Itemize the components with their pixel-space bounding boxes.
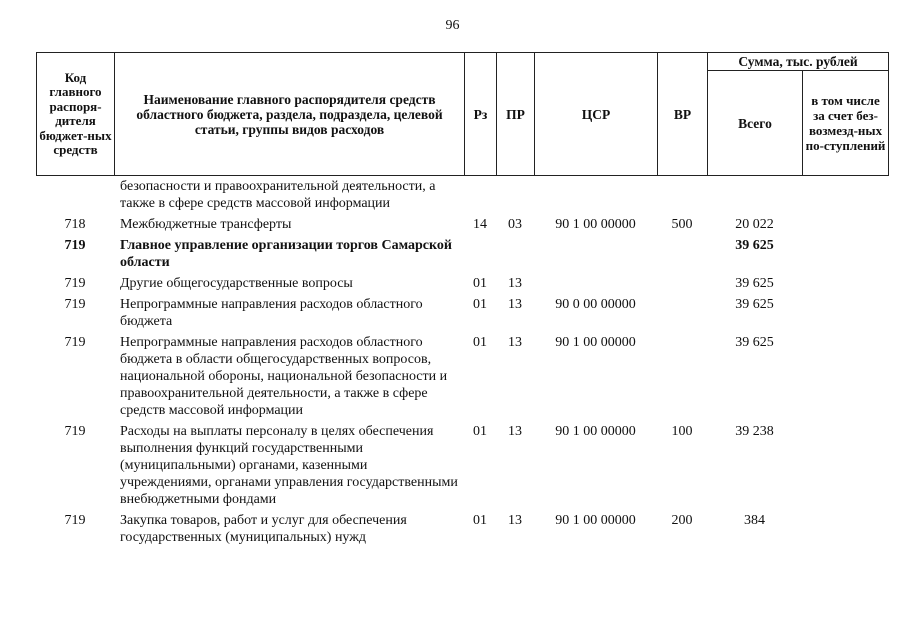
header-name: Наименование главного распорядителя средств областного бюджета, раздела, подраздела, целевой статьи, группы видов расходов xyxy=(115,53,465,176)
cell-code xyxy=(36,176,114,214)
table-row xyxy=(36,421,888,510)
cell-pr: 13 xyxy=(508,513,522,528)
cell-code: 719 xyxy=(64,276,86,291)
cell-code: 719 xyxy=(64,513,86,528)
table-row xyxy=(36,176,888,214)
cell-pr xyxy=(496,176,534,214)
cell-incl xyxy=(802,273,888,294)
cell-csr: 90 1 00 00000 xyxy=(555,335,636,350)
cell-csr xyxy=(534,235,657,273)
cell-name: Главное управление организации торгов Самарской области xyxy=(120,238,452,270)
table-row xyxy=(36,510,888,548)
header-csr: ЦСР xyxy=(535,53,658,176)
cell-rz: 01 xyxy=(473,513,487,528)
cell-incl xyxy=(802,294,888,332)
cell-total xyxy=(707,176,802,214)
cell-total: 39 238 xyxy=(735,424,774,439)
cell-pr: 13 xyxy=(508,276,522,291)
cell-pr: 13 xyxy=(508,297,522,312)
table-body xyxy=(36,176,888,548)
cell-pr xyxy=(496,235,534,273)
cell-rz: 14 xyxy=(473,217,487,232)
cell-incl xyxy=(802,235,888,273)
cell-csr xyxy=(534,273,657,294)
cell-total: 384 xyxy=(744,513,765,528)
cell-incl xyxy=(802,332,888,421)
cell-vr: 100 xyxy=(671,424,693,439)
cell-code: 719 xyxy=(64,297,86,312)
table-row xyxy=(36,235,888,273)
cell-csr xyxy=(534,176,657,214)
table-header xyxy=(36,52,889,176)
cell-pr: 13 xyxy=(508,424,522,439)
cell-rz xyxy=(464,235,496,273)
cell-vr xyxy=(657,332,707,421)
cell-name: Закупка товаров, работ и услуг для обеспечения государственных (муниципальных) нужд xyxy=(120,513,407,545)
cell-vr xyxy=(657,294,707,332)
cell-total: 20 022 xyxy=(735,217,774,232)
cell-incl xyxy=(802,176,888,214)
cell-incl xyxy=(802,214,888,235)
cell-csr: 90 1 00 00000 xyxy=(555,217,636,232)
cell-rz: 01 xyxy=(473,297,487,312)
cell-csr: 90 1 00 00000 xyxy=(555,513,636,528)
header-pr: ПР xyxy=(497,53,535,176)
cell-csr: 90 0 00 00000 xyxy=(555,297,636,312)
header-sum: Сумма, тыс. рублей xyxy=(708,53,889,71)
cell-pr: 03 xyxy=(508,217,522,232)
cell-incl xyxy=(802,421,888,510)
table-row xyxy=(36,294,888,332)
cell-total: 39 625 xyxy=(735,238,774,253)
cell-rz xyxy=(464,176,496,214)
cell-code: 719 xyxy=(64,238,86,253)
cell-name: Межбюджетные трансферты xyxy=(120,217,292,232)
cell-total: 39 625 xyxy=(735,335,774,350)
cell-rz: 01 xyxy=(473,335,487,350)
cell-total: 39 625 xyxy=(735,276,774,291)
cell-name: Непрограммные направления расходов областного бюджета xyxy=(120,297,423,329)
cell-vr xyxy=(657,176,707,214)
cell-name: безопасности и правоохранительной деятельности, а также в сфере средств массовой информации xyxy=(120,179,436,211)
table-row xyxy=(36,273,888,294)
page-number: 96 xyxy=(445,18,460,33)
header-incl: в том числе за счет без-возмезд-ных по-ступлений xyxy=(803,71,889,176)
cell-csr: 90 1 00 00000 xyxy=(555,424,636,439)
cell-vr: 200 xyxy=(671,513,693,528)
cell-rz: 01 xyxy=(473,424,487,439)
header-rz: Рз xyxy=(465,53,497,176)
table-row xyxy=(36,332,888,421)
cell-name: Другие общегосударственные вопросы xyxy=(120,276,353,291)
header-code: Код главного распоря-дителя бюджет-ных средств xyxy=(37,53,115,176)
cell-name: Расходы на выплаты персоналу в целях обеспечения выполнения функций государственными (муниципальными) органами, казенными учреждениями, органами управления государственными внебюджетными фондами xyxy=(120,424,458,507)
cell-vr xyxy=(657,235,707,273)
cell-name: Непрограммные направления расходов областного бюджета в области общегосударственных вопросов, национальной обороны, национальной безопасности и правоохранительной деятельности, а также в сфере средств массовой информации xyxy=(120,335,448,418)
cell-code: 719 xyxy=(64,424,86,439)
table-row xyxy=(36,214,888,235)
cell-rz: 01 xyxy=(473,276,487,291)
cell-vr: 500 xyxy=(671,217,693,232)
header-total: Всего xyxy=(708,71,803,176)
cell-incl xyxy=(802,510,888,548)
header-vr: ВР xyxy=(658,53,708,176)
cell-vr xyxy=(657,273,707,294)
cell-code: 719 xyxy=(64,335,86,350)
cell-pr: 13 xyxy=(508,335,522,350)
cell-total: 39 625 xyxy=(735,297,774,312)
cell-code: 718 xyxy=(64,217,86,232)
